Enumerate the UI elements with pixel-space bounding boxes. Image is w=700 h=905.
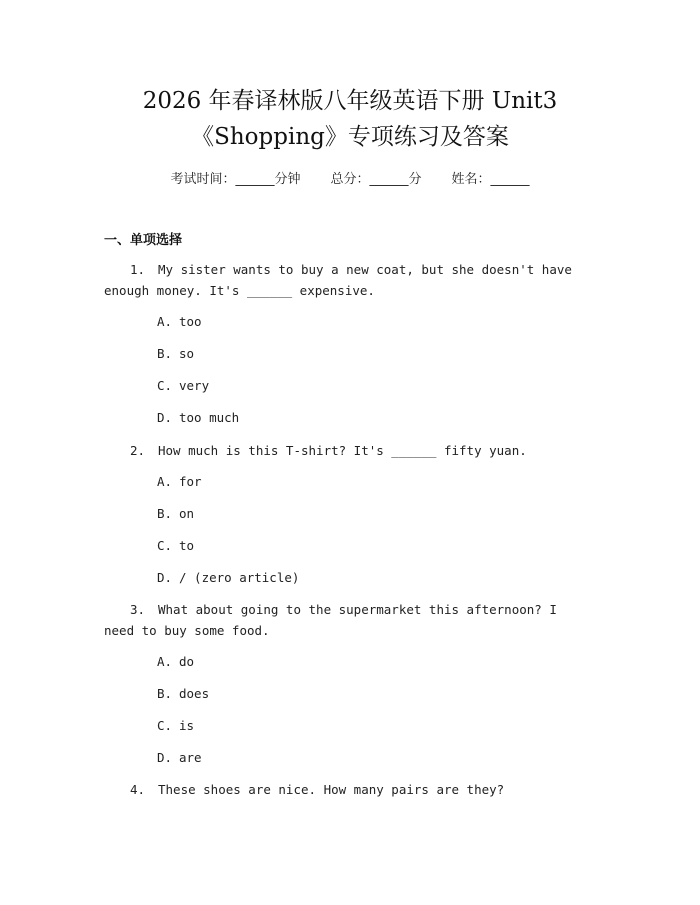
option-letter: B. (157, 686, 173, 701)
option-letter: D. (157, 750, 173, 765)
question-text: What about going to the supermarket this afternoon? I need to buy some food. (104, 602, 557, 638)
question-number: 4. (130, 782, 146, 797)
option-letter: D. (157, 570, 173, 585)
option-text: for (179, 474, 202, 489)
option-text: does (179, 686, 210, 701)
question-text: My sister wants to buy a new coat, but she doesn't have enough money. It's ______ expensive. (104, 262, 572, 298)
page-title-line-2: 《Shopping》专项练习及答案 (191, 124, 509, 150)
question-number: 1. (130, 262, 146, 277)
option-letter: B. (157, 506, 173, 521)
option-a (157, 654, 194, 669)
question-text: These shoes are nice. How many pairs are they? (158, 782, 505, 797)
option-text: is (179, 718, 195, 733)
option-letter: A. (157, 314, 173, 329)
option-text: so (179, 346, 195, 361)
option-b (157, 346, 194, 361)
option-text: on (179, 506, 195, 521)
option-c (157, 538, 194, 553)
student-name-field: 姓名：______ (451, 172, 530, 187)
option-text: / (zero article) (179, 570, 300, 585)
question-number: 3. (130, 602, 146, 617)
option-d (157, 570, 299, 585)
option-text: too (179, 314, 202, 329)
option-text: to (179, 538, 195, 553)
question-text: How much is this T-shirt? It's ______ fifty yuan. (158, 443, 527, 458)
option-text: too much (179, 410, 240, 425)
option-c (157, 378, 209, 393)
question-3 (104, 599, 590, 641)
question-4 (104, 779, 590, 800)
option-text: are (179, 750, 202, 765)
option-letter: D. (157, 410, 173, 425)
option-letter: C. (157, 378, 173, 393)
option-letter: A. (157, 474, 173, 489)
page-title-line-1: 2026 年春译林版八年级英语下册 Unit3 (142, 88, 558, 114)
question-number: 2. (130, 443, 146, 458)
option-c (157, 718, 194, 733)
question-1 (104, 259, 590, 301)
option-b (157, 686, 209, 701)
option-b (157, 506, 194, 521)
question-2 (104, 440, 590, 461)
option-a (157, 314, 202, 329)
exam-time-field: 考试时间：______分钟 (170, 172, 301, 187)
option-d (157, 750, 202, 765)
option-text: do (179, 654, 195, 669)
exam-info-row (0, 168, 700, 187)
option-a (157, 474, 202, 489)
option-letter: C. (157, 718, 173, 733)
option-d (157, 410, 239, 425)
total-score-field: 总分：______分 (330, 172, 422, 187)
option-letter: B. (157, 346, 173, 361)
option-text: very (179, 378, 210, 393)
option-letter: C. (157, 538, 173, 553)
section-heading: 一、单项选择 (104, 233, 183, 248)
option-letter: A. (157, 654, 173, 669)
